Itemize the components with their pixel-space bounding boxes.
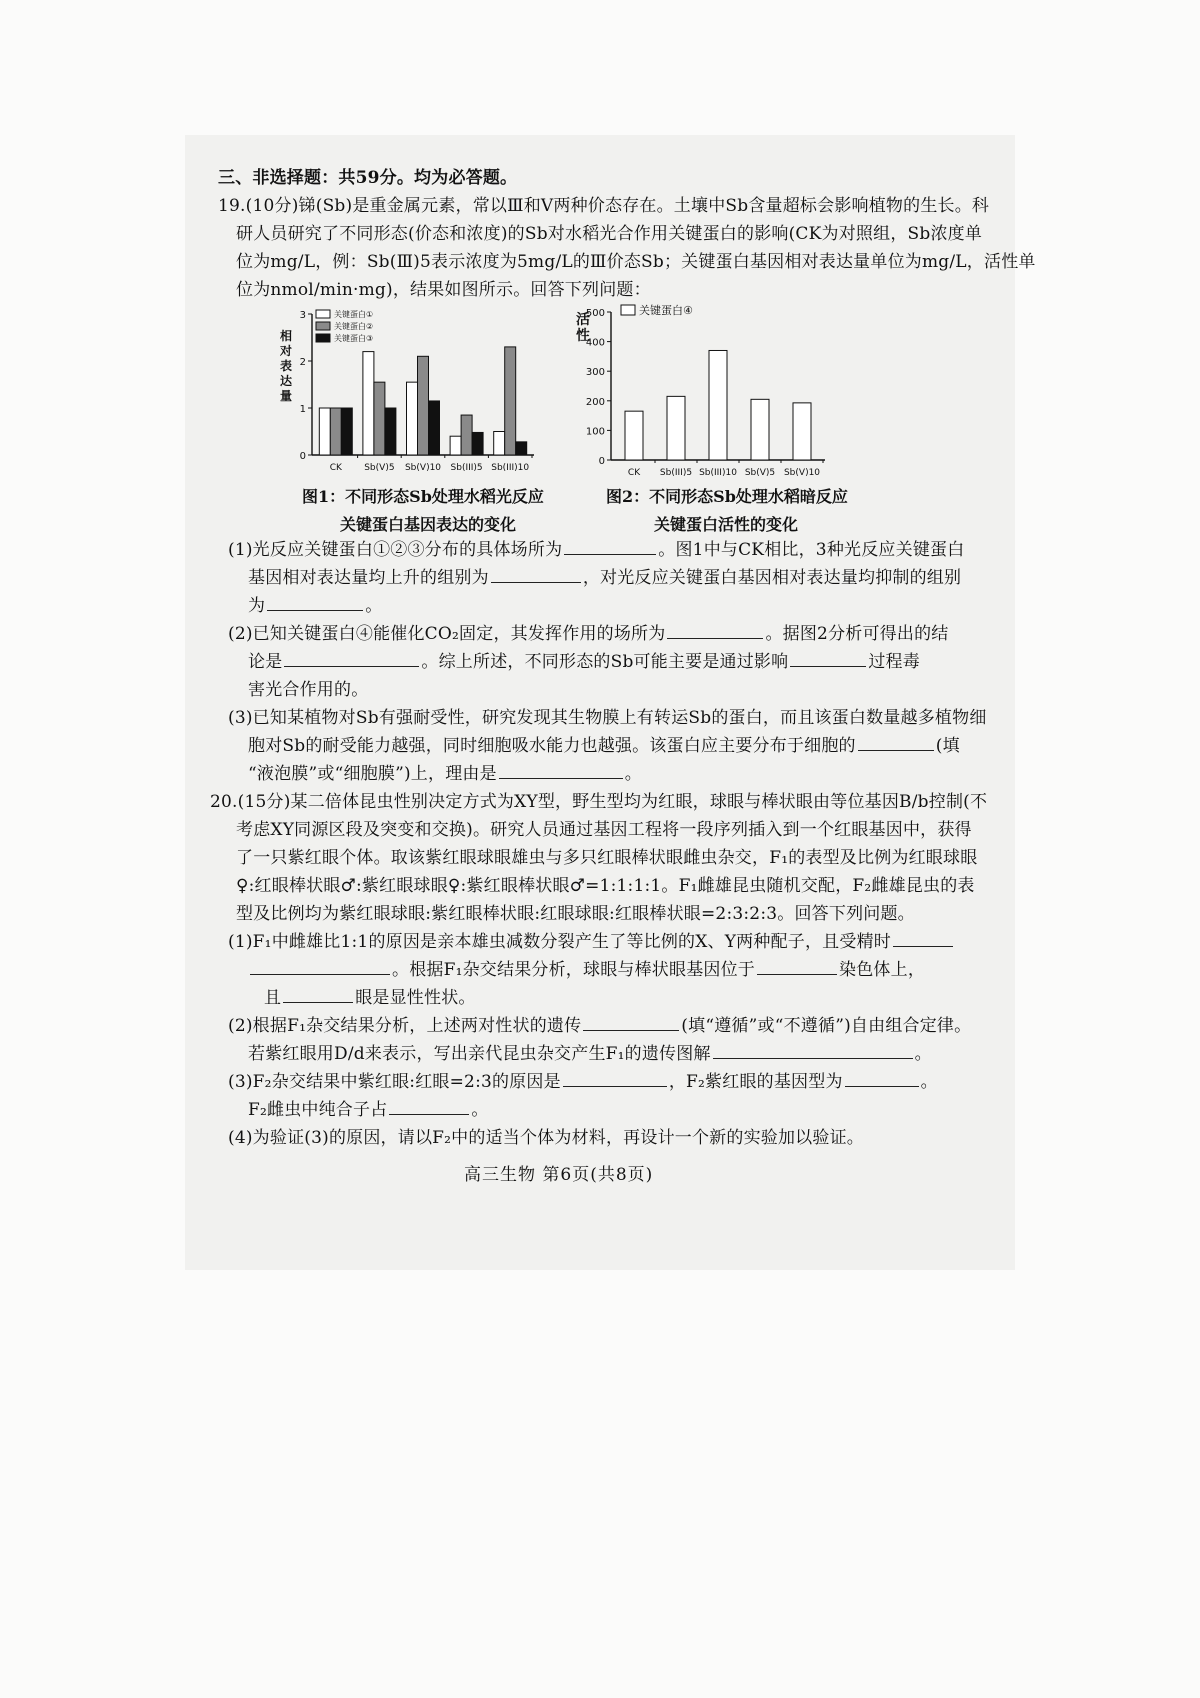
y-tick-label: 400: [585, 337, 605, 349]
answer-blank[interactable]: [389, 1098, 469, 1115]
q20-part3-line-2: F₂雌虫中纯合子占 。: [248, 1100, 489, 1120]
fig2-caption-line-1: 图2：不同形态Sb处理水稻暗反应: [606, 487, 848, 506]
bar: [461, 415, 472, 455]
q20-part1-line-1: (1)F₁中雌雄比1:1的原因是亲本雄虫减数分裂产生了等比例的X、Y两种配子，且受精时: [228, 930, 955, 954]
answer-blank[interactable]: [845, 1070, 919, 1087]
x-tick-label: Sb(III)10: [491, 463, 530, 473]
answer-blank[interactable]: [583, 1014, 679, 1031]
bar: [407, 382, 418, 455]
y-tick-label: 0: [598, 456, 605, 467]
y-tick-label: 1: [299, 404, 306, 415]
bar: [363, 352, 374, 455]
section-title: 三、非选择题：共59分。均为必答题。: [218, 168, 518, 188]
answer-blank[interactable]: [284, 650, 419, 667]
legend-label: 关键蛋白③: [334, 334, 374, 343]
legend-label: 关键蛋白④: [639, 304, 693, 317]
bar: [494, 432, 505, 456]
bar: [505, 347, 516, 455]
q19-part2-line-1: (2)已知关键蛋白④能催化CO₂固定，其发挥作用的场所为 。据图2分析可得出的结: [228, 624, 949, 644]
bar: [751, 399, 769, 460]
q19-part3-line-3: “液泡膜”或“细胞膜”)上，理由是 。: [248, 764, 642, 784]
x-tick-label: CK: [329, 463, 342, 473]
bar: [450, 436, 461, 455]
legend-swatch: [316, 322, 330, 330]
answer-blank[interactable]: [491, 566, 581, 583]
y-axis-label-char: 对: [279, 344, 293, 358]
legend-swatch: [621, 305, 635, 315]
x-tick-label: Sb(III)10: [699, 468, 737, 478]
legend-label: 关键蛋白①: [334, 310, 374, 319]
x-tick-label: Sb(V)5: [744, 468, 776, 478]
bar: [319, 408, 330, 455]
q19-part1-line-2: 基因相对表达量均上升的组别为 ，对光反应关键蛋白基因相对表达量均抑制的组别: [248, 568, 962, 588]
y-tick-label: 300: [585, 367, 605, 379]
y-axis-label-char: 达: [279, 374, 293, 388]
y-tick-label: 200: [585, 396, 605, 408]
q19-part3-line-2: 胞对Sb的耐受能力越强，同时细胞吸水能力也越强。该蛋白应主要分布于细胞的 (填: [248, 736, 960, 756]
answer-blank[interactable]: [667, 622, 763, 639]
answer-blank[interactable]: [283, 986, 353, 1003]
q19-part2-line-3: 害光合作用的。: [248, 680, 369, 700]
x-tick-label: Sb(V)10: [783, 468, 821, 478]
y-tick-label: 100: [585, 426, 605, 438]
bar: [793, 403, 811, 460]
q20-stem-line-4: ♀:红眼棒状眼♂:紫红眼球眼♀:紫红眼棒状眼♂=1:1:1:1。F₁雌雄昆虫随机交配，F₂雌雄昆虫的表: [236, 876, 975, 896]
q19-part1-line-3: 为 。: [248, 596, 383, 616]
y-axis-label-char: 相: [279, 329, 293, 343]
q19-stem-line-1: 19.(10分)锑(Sb)是重金属元素，常以Ⅲ和Ⅴ两种价态存在。土壤中Sb含量超标会影响植物的生长。科: [218, 196, 990, 216]
bar: [667, 396, 685, 460]
page-footer: 高三生物 第6页(共8页): [464, 1165, 654, 1185]
bar: [709, 350, 727, 460]
q19-stem-line-3: 位为mg/L，例：Sb(Ⅲ)5表示浓度为5mg/L的Ⅲ价态Sb；关键蛋白基因相对表达量单位为mg/L，活性单: [236, 252, 1036, 272]
x-tick-label: Sb(V)10: [404, 463, 442, 473]
q19-stem-line-2: 研人员研究了不同形态(价态和浓度)的Sb对水稻光合作用关键蛋白的影响(CK为对照组，Sb浓度单: [236, 224, 983, 244]
bar: [385, 408, 396, 455]
answer-blank[interactable]: [564, 538, 656, 555]
fig2-caption-line-2: 关键蛋白活性的变化: [654, 515, 799, 534]
q20-part3-line-1: (3)F₂杂交结果中紫红眼:红眼=2:3的原因是 ，F₂紫红眼的基因型为 。: [228, 1072, 938, 1092]
q19-part1-line-1: (1)光反应关键蛋白①②③分布的具体场所为 。图1中与CK相比，3种光反应关键蛋白: [228, 540, 965, 560]
q20-part2-line-1: (2)根据F₁杂交结果分析，上述两对性状的遗传 (填“遵循”或“不遵循”)自由组合定律。: [228, 1016, 972, 1036]
x-tick-label: Sb(III)5: [450, 463, 483, 473]
answer-blank[interactable]: [563, 1070, 667, 1087]
bar: [472, 432, 483, 455]
bar: [516, 442, 527, 455]
y-tick-label: 2: [299, 357, 306, 368]
y-axis-label-char: 性: [576, 328, 590, 344]
answer-blank[interactable]: [858, 734, 934, 751]
fig1-caption-line-2: 关键蛋白基因表达的变化: [340, 515, 517, 534]
answer-blank[interactable]: [250, 958, 390, 975]
q20-stem-line-1: 20.(15分)某二倍体昆虫性别决定方式为XY型，野生型均为红眼，球眼与棒状眼由等位基因B/b控制(不: [210, 792, 988, 812]
answer-blank[interactable]: [757, 958, 837, 975]
q19-stem-line-4: 位为nmol/min·mg)，结果如图所示。回答下列问题：: [236, 280, 651, 300]
bar: [429, 401, 440, 455]
figure-2-bar-chart: [565, 300, 855, 480]
q20-part4: (4)为验证(3)的原因，请以F₂中的适当个体为材料，再设计一个新的实验加以验证。: [228, 1128, 864, 1148]
bar: [418, 356, 429, 455]
q20-stem-line-3: 了一只紫红眼个体。取该紫红眼球眼雄虫与多只红眼棒状眼雌虫杂交，F₁的表型及比例为红眼球眼: [236, 848, 978, 868]
y-axis-label-char: 量: [279, 389, 293, 403]
legend-label: 关键蛋白②: [334, 322, 374, 331]
y-tick-label: 0: [299, 451, 306, 462]
answer-blank[interactable]: [267, 594, 363, 611]
q20-part1-line-3: 且 眼是显性性状。: [264, 988, 476, 1008]
y-axis-label-char: 活: [576, 312, 590, 328]
bar: [374, 382, 385, 455]
y-axis-label-char: 表: [279, 359, 293, 373]
x-tick-label: CK: [627, 468, 641, 478]
q20-part1-line-2: 。根据F₁杂交结果分析，球眼与棒状眼基因位于 染色体上，: [248, 958, 925, 982]
y-tick-label: 500: [585, 308, 605, 319]
bar: [330, 408, 341, 455]
bar: [625, 411, 643, 460]
y-tick-label: 3: [299, 310, 306, 321]
q19-part2-line-2: 论是 。综上所述，不同形态的Sb可能主要是通过影响 过程毒: [248, 652, 920, 672]
legend-swatch: [316, 334, 330, 342]
legend-swatch: [316, 310, 330, 318]
fig1-caption-line-1: 图1：不同形态Sb处理水稻光反应: [302, 487, 544, 506]
q20-stem-line-5: 型及比例均为紫红眼球眼:紫红眼棒状眼:红眼球眼:红眼棒状眼=2:3:2:3。回答下列问题。: [236, 904, 915, 924]
bar: [341, 408, 352, 455]
answer-blank[interactable]: [499, 762, 623, 779]
x-tick-label: Sb(V)5: [364, 463, 395, 473]
q20-stem-line-2: 考虑XY同源区段及突变和交换)。研究人员通过基因工程将一段序列插入到一个红眼基因中，获得: [236, 820, 972, 840]
answer-blank[interactable]: [790, 650, 866, 667]
q19-part3-line-1: (3)已知某植物对Sb有强耐受性，研究发现其生物膜上有转运Sb的蛋白，而且该蛋白数量越多植物细: [228, 708, 987, 728]
figure-1-bar-chart: [272, 300, 572, 480]
q20-part2-line-2: 若紫红眼用D/d来表示，写出亲代昆虫杂交产生F₁的遗传图解 。: [248, 1044, 932, 1064]
x-tick-label: Sb(III)5: [659, 468, 693, 478]
answer-blank[interactable]: [893, 930, 953, 947]
answer-blank[interactable]: [713, 1042, 913, 1059]
